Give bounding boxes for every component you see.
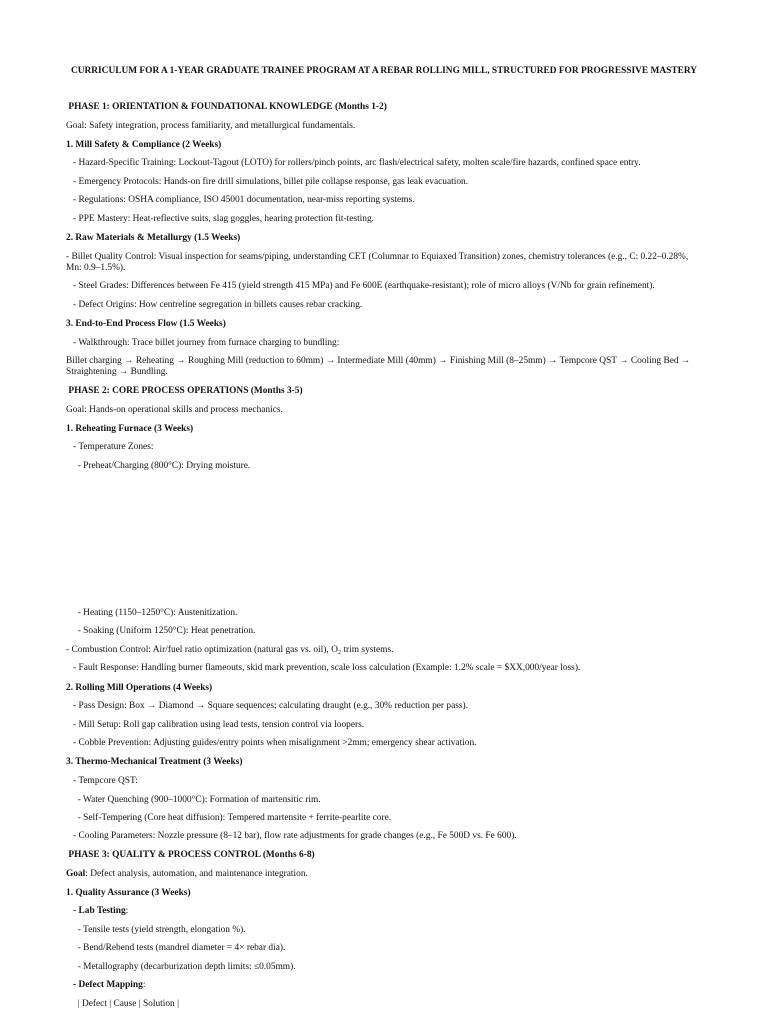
list-item: - Fault Response: Handling burner flameouts, skid mark prevention, scale loss calculation (Example: 1.2% scale = $XX,000/year loss). [66, 663, 581, 673]
goal-text: : Defect analysis, automation, and maintenance integration. [85, 869, 308, 879]
phase-1-heading: PHASE 1: ORIENTATION & FOUNDATIONAL KNOWLEDGE (Months 1-2) [66, 102, 387, 112]
colon: : [125, 906, 129, 916]
list-item: Billet charging → Reheating → Roughing Mill (reduction to 60mm) → Intermediate Mill (40mm) → Finishing Mill (8–25mm) → Tempcore QST → Cooling Bed → Straightening → Bundling. [66, 356, 691, 377]
list-item: - Combustion Control: Air/fuel ratio optimization (natural gas vs. oil), O₂ trim systems. [66, 645, 394, 655]
list-item: - Pass Design: Box → Diamond → Square sequences; calculating draught (e.g., 30% reduction per pass). [66, 701, 468, 711]
list-item: - Billet Quality Control: Visual inspection for seams/piping, understanding CET (Columnar to Equiaxed Transition) zones, chemistry tolerances (e.g., C: 0.22–0.28%, Mn: 0.9–1.5%). [66, 252, 689, 273]
list-item: - Cooling Parameters: Nozzle pressure (8–12 bar), flow rate adjustments for grade changes (e.g., Fe 500D vs. Fe 600). [66, 831, 517, 841]
defect-mapping-line [66, 980, 145, 991]
list-item: - Mill Setup: Roll gap calibration using lead tests, tension control via loopers. [66, 720, 365, 730]
list-item: - Emergency Protocols: Hands-on fire drill simulations, billet pile collapse response, gas leak evacuation. [66, 177, 469, 187]
list-item: - PPE Mastery: Heat-reflective suits, slag goggles, hearing protection fit-testing. [66, 214, 374, 224]
section-quality-assurance: 1. Quality Assurance (3 Weeks) [66, 888, 191, 898]
document-title: CURRICULUM FOR A 1-YEAR GRADUATE TRAINEE PROGRAM AT A REBAR ROLLING MILL, STRUCTURED FOR PROGRESSIVE MASTERY [70, 66, 698, 76]
list-item: - Tempcore QST: [66, 776, 138, 786]
list-item: - Temperature Zones: [66, 442, 154, 452]
list-item: - Cobble Prevention: Adjusting guides/entry points when misalignment >2mm; emergency shear activation. [66, 738, 477, 748]
lab-testing-line [66, 906, 128, 917]
phase-3-heading: PHASE 3: QUALITY & PROCESS CONTROL (Months 6-8) [66, 850, 315, 860]
list-item: - Heating (1150–1250°C): Austenitization. [66, 608, 238, 618]
list-item: - Steel Grades: Differences between Fe 415 (yield strength 415 MPa) and Fe 600E (earthquake-resistant); role of micro alloys (V/Nb for grain refinement). [66, 281, 655, 291]
section-reheating-furnace: 1. Reheating Furnace (3 Weeks) [66, 424, 194, 434]
section-rolling-mill: 2. Rolling Mill Operations (4 Weeks) [66, 683, 213, 693]
list-item: - Walkthrough: Trace billet journey from furnace charging to bundling: [66, 338, 340, 348]
section-thermo-mechanical: 3. Thermo-Mechanical Treatment (3 Weeks) [66, 757, 243, 767]
list-item: - Preheat/Charging (800°C): Drying moisture. [66, 461, 251, 471]
section-raw-materials: 2. Raw Materials & Metallurgy (1.5 Weeks) [66, 233, 241, 243]
list-item: - Self-Tempering (Core heat diffusion): Tempered martensite + ferrite-pearlite core. [66, 813, 392, 823]
phase-2-goal: Goal: Hands-on operational skills and process mechanics. [66, 405, 283, 415]
list-item: - Tensile tests (yield strength, elongation %). [66, 925, 246, 935]
list-item: - Water Quenching (900–1000°C): Formation of martensitic rim. [66, 795, 321, 805]
list-item: - Bend/Rebend tests (mandrel diameter = 4× rebar dia). [66, 943, 286, 953]
phase-3-goal [66, 869, 308, 880]
defect-table-header: | Defect | Cause | Solution | [66, 999, 179, 1009]
phase-1-goal: Goal: Safety integration, process familiarity, and metallurgical fundamentals. [66, 121, 356, 131]
phase-2-heading: PHASE 2: CORE PROCESS OPERATIONS (Months 3-5) [66, 386, 303, 396]
list-item: - Hazard-Specific Training: Lockout-Tagout (LOTO) for rollers/pinch points, arc flash/electrical safety, molten scale/fire hazards, confined space entry. [66, 158, 641, 168]
section-process-flow: 3. End-to-End Process Flow (1.5 Weeks) [66, 319, 226, 329]
defect-mapping-label: - Defect Mapping [66, 980, 143, 990]
goal-label: Goal [66, 869, 86, 879]
list-item: - Regulations: OSHA compliance, ISO 45001 documentation, near-miss reporting systems. [66, 195, 415, 205]
list-item: - Soaking (Uniform 1250°C): Heat penetration. [66, 626, 256, 636]
colon: : [142, 980, 146, 990]
list-item: - Defect Origins: How centreline segregation in billets causes rebar cracking. [66, 300, 363, 310]
section-mill-safety: 1. Mill Safety & Compliance (2 Weeks) [66, 140, 222, 150]
list-item: - Metallography (decarburization depth limits: ≤0.05mm). [66, 962, 296, 972]
lab-testing-label: - Lab Testing [66, 906, 126, 916]
